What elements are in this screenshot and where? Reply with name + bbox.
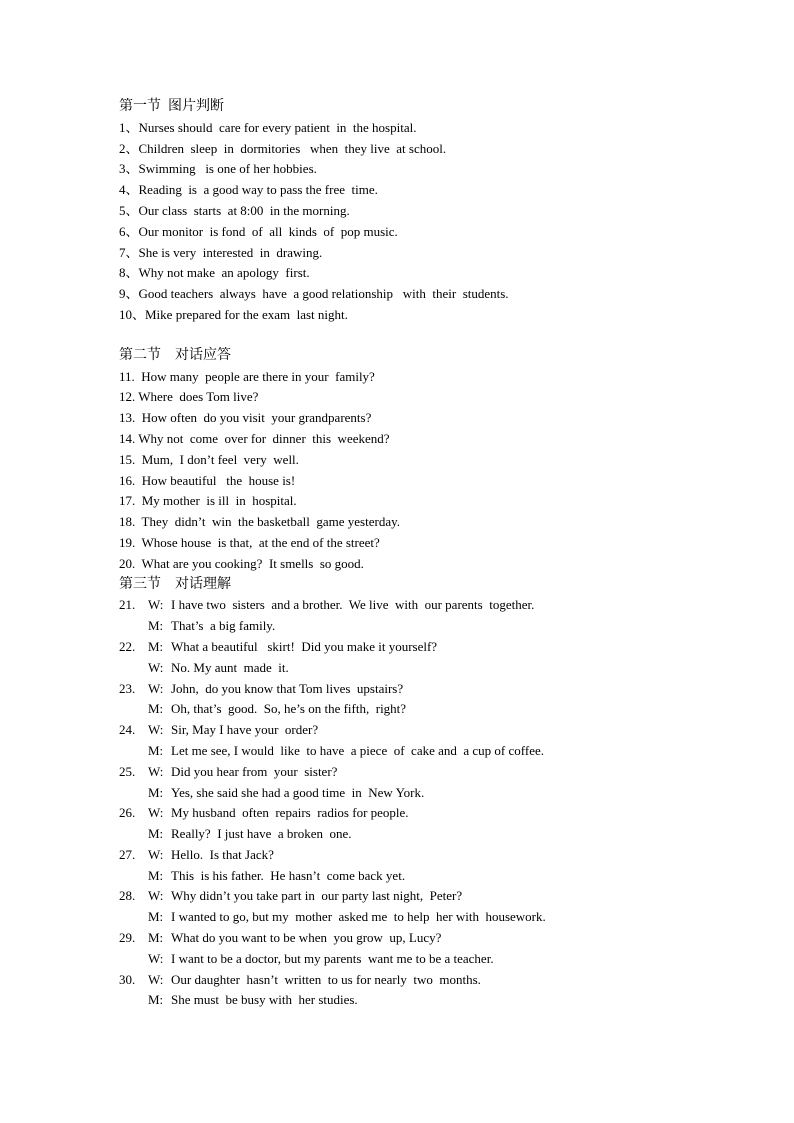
- dialogue-text: Sir, May I have your order?: [171, 722, 319, 738]
- speaker: W:: [148, 763, 164, 779]
- dialogue-number: 26.: [119, 805, 136, 821]
- dialogue-line: [119, 949, 759, 970]
- dialogue-number: 30.: [119, 971, 136, 987]
- list-item: 8、Why not make an apology first.: [119, 265, 310, 281]
- list-item: 17. My mother is ill in hospital.: [119, 493, 297, 509]
- list-item: 19. Whose house is that, at the end of the street?: [119, 534, 380, 550]
- dialogue-text: Hello. Is that Jack?: [171, 846, 274, 862]
- speaker: W:: [148, 950, 164, 966]
- dialogue-28: [119, 886, 759, 928]
- dialogue-text: What a beautiful skirt! Did you make it yourself?: [171, 638, 438, 654]
- speaker: M:: [148, 618, 164, 634]
- list-item: 6、Our monitor is fond of all kinds of pop music.: [119, 223, 398, 239]
- dialogue-text: Yes, she said she had a good time in New York.: [171, 784, 425, 800]
- speaker: W:: [148, 659, 164, 675]
- list-item: 4、Reading is a good way to pass the free time.: [119, 182, 378, 198]
- dialogue-number: 24.: [119, 722, 136, 738]
- dialogue-line: [119, 990, 759, 1011]
- list-item: 20. What are you cooking? It smells so good.: [119, 555, 364, 571]
- speaker: M:: [148, 742, 164, 758]
- speaker: M:: [148, 909, 164, 925]
- dialogue-23: [119, 679, 759, 721]
- dialogue-number: 21.: [119, 597, 136, 613]
- dialogue-line: [119, 928, 759, 949]
- dialogue-24: [119, 720, 759, 762]
- list-item: 12. Where does Tom live?: [119, 389, 259, 405]
- dialogue-number: 29.: [119, 930, 136, 946]
- dialogue-line: [119, 845, 759, 866]
- dialogue-text: What do you want to be when you grow up, Lucy?: [171, 930, 442, 946]
- section1-heading: 第一节 图片判断: [119, 99, 224, 114]
- dialogue-line: [119, 907, 759, 928]
- dialogue-line: [119, 762, 759, 783]
- dialogue-number: 27.: [119, 846, 136, 862]
- dialogue-number: 28.: [119, 888, 136, 904]
- dialogue-text: Why didn’t you take part in our party last night, Peter?: [171, 888, 463, 904]
- dialogue-line: [119, 595, 759, 616]
- dialogue-text: Did you hear from your sister?: [171, 763, 338, 779]
- dialogue-number: 23.: [119, 680, 136, 696]
- list-item: 18. They didn’t win the basketball game yesterday.: [119, 514, 400, 530]
- dialogue-text: Really? I just have a broken one.: [171, 826, 352, 842]
- dialogue-22: [119, 637, 759, 679]
- dialogue-line: [119, 699, 759, 720]
- dialogue-text: My husband often repairs radios for people.: [171, 805, 409, 821]
- dialogue-line: [119, 970, 759, 991]
- dialogue-text: This is his father. He hasn’t come back yet.: [171, 867, 406, 883]
- list-item: 11. How many people are there in your family?: [119, 368, 375, 384]
- section-spacer: [119, 326, 759, 346]
- dialogue-number: 25.: [119, 763, 136, 779]
- dialogue-27: [119, 845, 759, 887]
- dialogue-line: [119, 637, 759, 658]
- list-item: 10、Mike prepared for the exam last night.: [119, 306, 348, 322]
- speaker: W:: [148, 597, 164, 613]
- dialogue-line: [119, 741, 759, 762]
- dialogue-21: [119, 595, 759, 637]
- section3-heading: 第三节 对话理解: [119, 576, 231, 592]
- dialogue-26: [119, 803, 759, 845]
- dialogue-text: No. My aunt made it.: [171, 659, 289, 675]
- section2-heading: 第二节 对话应答: [119, 347, 231, 363]
- speaker: M:: [148, 992, 164, 1008]
- list-item: 1、Nurses should care for every patient in the hospital.: [119, 119, 417, 135]
- dialogue-text: That’s a big family.: [171, 618, 276, 634]
- speaker: M:: [148, 784, 164, 800]
- dialogue-line: [119, 886, 759, 907]
- list-item: 2、Children sleep in dormitories when they live at school.: [119, 140, 447, 156]
- speaker: M:: [148, 826, 164, 842]
- list-item: 5、Our class starts at 8:00 in the morning.: [119, 202, 350, 218]
- dialogue-text: I want to be a doctor, but my parents want me to be a teacher.: [171, 950, 494, 966]
- list-item: 3、Swimming is one of her hobbies.: [119, 161, 317, 177]
- dialogue-line: [119, 720, 759, 741]
- dialogue-text: John, do you know that Tom lives upstairs?: [171, 680, 404, 696]
- list-item: 13. How often do you visit your grandparents?: [119, 410, 372, 426]
- speaker: M:: [148, 867, 164, 883]
- document-page: [119, 97, 759, 1011]
- speaker: W:: [148, 846, 164, 862]
- dialogue-line: [119, 866, 759, 887]
- speaker: M:: [148, 701, 164, 717]
- dialogue-25: [119, 762, 759, 804]
- speaker: W:: [148, 971, 164, 987]
- dialogue-text: Oh, that’s good. So, he’s on the fifth, right?: [171, 701, 407, 717]
- dialogue-text: I have two sisters and a brother. We live with our parents together.: [171, 597, 535, 613]
- dialogue-line: [119, 616, 759, 637]
- speaker: M:: [148, 638, 164, 654]
- list-item: 9、Good teachers always have a good relationship with their students.: [119, 286, 509, 302]
- dialogue-text: Let me see, I would like to have a piece of cake and a cup of coffee.: [171, 742, 544, 758]
- dialogue-text: Our daughter hasn’t written to us for nearly two months.: [171, 971, 481, 987]
- dialogue-30: [119, 970, 759, 1012]
- speaker: W:: [148, 888, 164, 904]
- dialogue-text: She must be busy with her studies.: [171, 992, 358, 1008]
- speaker: W:: [148, 722, 164, 738]
- speaker: W:: [148, 680, 164, 696]
- dialogue-number: 22.: [119, 638, 136, 654]
- speaker: W:: [148, 805, 164, 821]
- speaker: M:: [148, 930, 164, 946]
- list-item: 14. Why not come over for dinner this weekend?: [119, 430, 390, 446]
- dialogue-line: [119, 803, 759, 824]
- list-item: 16. How beautiful the house is!: [119, 472, 296, 488]
- dialogue-29: [119, 928, 759, 970]
- dialogue-text: I wanted to go, but my mother asked me to help her with housework.: [171, 909, 546, 925]
- dialogue-line: [119, 783, 759, 804]
- dialogue-line: [119, 658, 759, 679]
- dialogue-line: [119, 679, 759, 700]
- dialogue-line: [119, 824, 759, 845]
- list-item: 7、She is very interested in drawing.: [119, 244, 323, 260]
- list-item: 15. Mum, I don’t feel very well.: [119, 451, 299, 467]
